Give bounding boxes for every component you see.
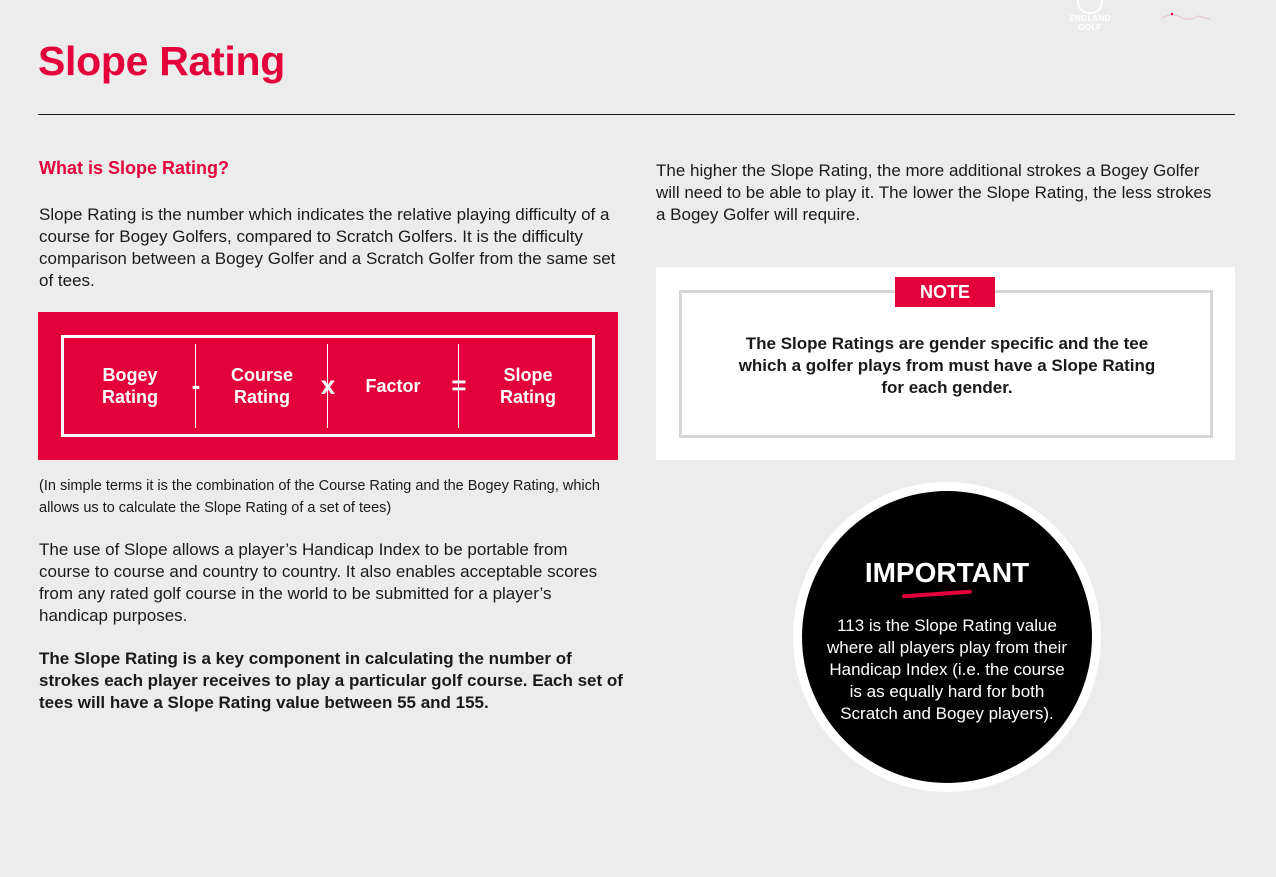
- intro-paragraph: Slope Rating is the number which indicates the relative playing difficulty of a course for Bogey Golfers, compared to Scratch Golfers. It is the difficulty comparison between a Bogey Golfer and a Scratch Golfer from the same set of tees.: [39, 205, 616, 290]
- important-text: 113 is the Slope Rating value where all players play from their Handicap Index (i.e. the course is as equally hard for both Scratch and Bogey players).: [827, 616, 1067, 723]
- formula-panel: [38, 312, 618, 460]
- right-intro-paragraph: The higher the Slope Rating, the more additional strokes a Bogey Golfer will need to be able to play it. The lower the Slope Rating, the less strokes a Bogey Golfer will require.: [656, 161, 1212, 224]
- formula-course-rating: Course Rating: [230, 365, 293, 407]
- formula-factor: Factor: [365, 376, 421, 396]
- england-golf-logo: [1062, 0, 1118, 38]
- formula-bogey-rating: Bogey Rating: [102, 365, 158, 407]
- brush-underline: [902, 590, 972, 599]
- partner-logo: [1158, 8, 1212, 26]
- crest-icon: [1077, 0, 1103, 14]
- section-heading: What is Slope Rating?: [39, 158, 230, 178]
- logo-text: ENGLAND GOLF: [1069, 14, 1111, 32]
- key-point-paragraph: The Slope Rating is a key component in calculating the number of strokes each player receives to play a particular golf course. Each set of tees will have a Slope Rating value between 55 and 155.: [39, 649, 623, 712]
- portability-paragraph: The use of Slope allows a player’s Handicap Index to be portable from course to course and country to country. It also enables acceptable scores from any rated golf course in the world to be submitted for a player’s handicap purposes.: [39, 540, 598, 625]
- formula-frame: [61, 335, 595, 437]
- formula-explanation: (In simple terms it is the combination of the Course Rating and the Bogey Rating, which allows us to calculate the Slope Rating of a set of tees): [39, 478, 600, 516]
- important-circle: [802, 491, 1092, 783]
- note-tag: NOTE: [895, 277, 995, 307]
- important-title: IMPORTANT: [864, 557, 1030, 588]
- important-badge: [793, 482, 1101, 792]
- note-text: The Slope Ratings are gender specific and the tee which a golfer plays from must have a Slope Rating for each gender.: [738, 334, 1156, 397]
- minus-operator: -: [191, 370, 201, 400]
- equals-operator: =: [451, 370, 467, 400]
- title-divider: [38, 114, 1235, 115]
- multiply-operator: x: [320, 370, 336, 400]
- note-panel: [656, 267, 1235, 460]
- page-title: Slope Rating: [38, 38, 285, 84]
- formula-slope-rating: Slope Rating: [500, 365, 556, 407]
